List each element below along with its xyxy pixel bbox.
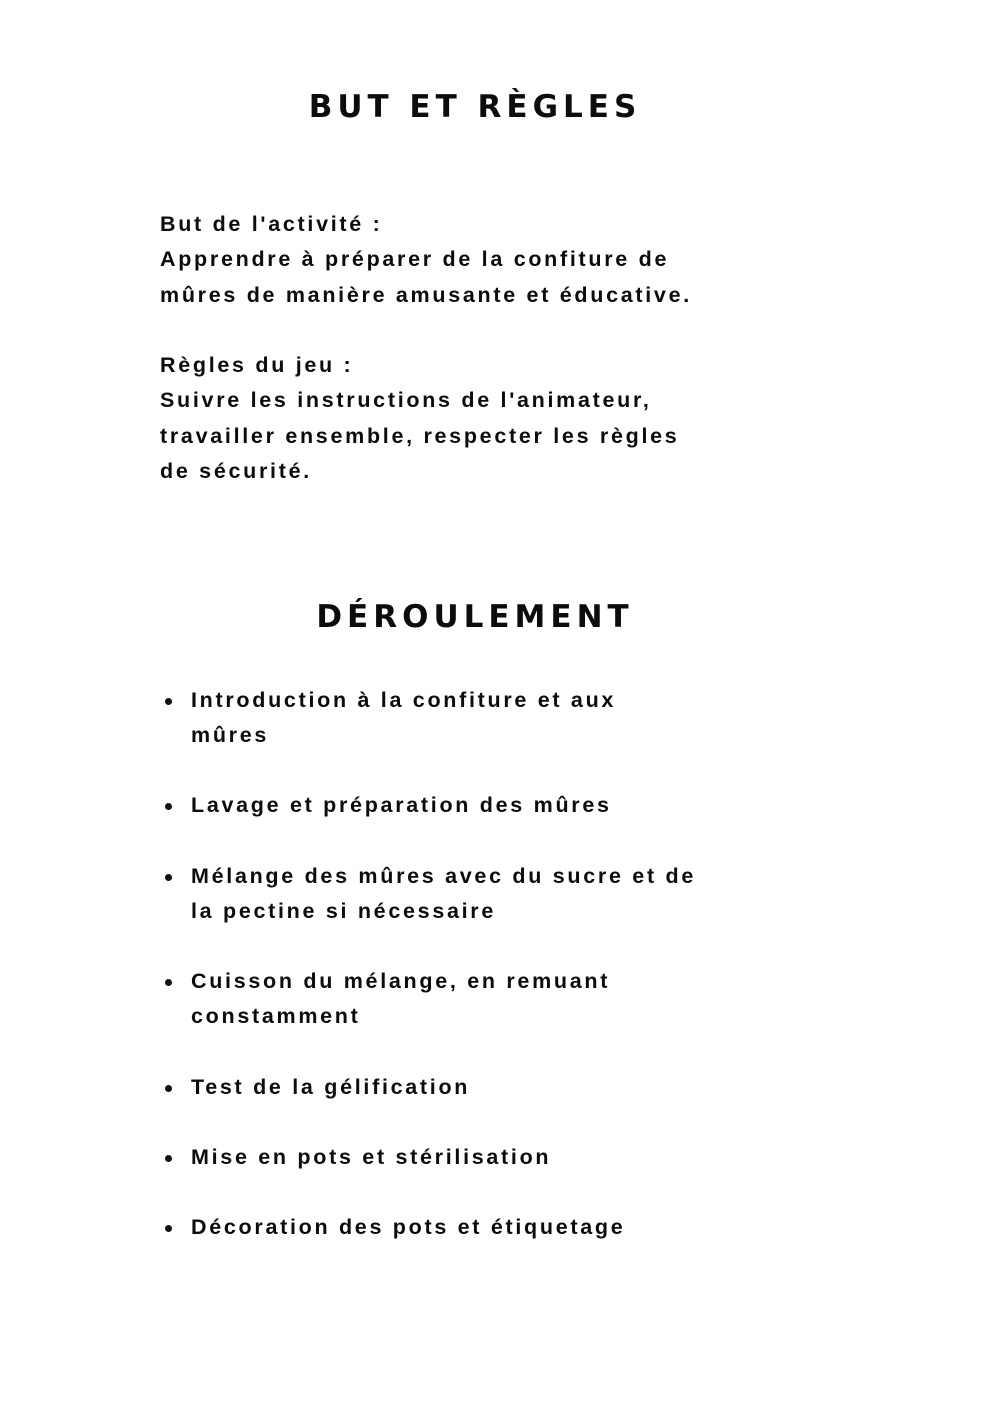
step-text: Cuisson du mélange, en remuant <box>191 969 611 993</box>
bullet-icon <box>165 803 172 810</box>
goal-text-line: Apprendre à préparer de la confiture de <box>160 247 670 272</box>
rules-text-line: Suivre les instructions de l'animateur, <box>160 388 652 413</box>
bullet-icon <box>165 1085 172 1092</box>
list-item <box>191 1210 831 1245</box>
step-text: la pectine si nécessaire <box>191 899 497 924</box>
step-text: Décoration des pots et étiquetage <box>191 1215 626 1239</box>
bullet-icon <box>165 1225 172 1232</box>
goal-label: But de l'activité : <box>160 212 383 236</box>
step-text: Mélange des mûres avec du sucre et de <box>191 864 696 888</box>
list-item <box>191 1070 831 1105</box>
list-item <box>191 1140 831 1175</box>
rules-label: Règles du jeu : <box>160 353 354 377</box>
bullet-icon <box>165 979 172 986</box>
goal-text-line: mûres de manière amusante et éducative. <box>160 282 692 307</box>
step-text: Test de la gélification <box>191 1075 471 1099</box>
list-item <box>191 964 831 1035</box>
bullet-icon <box>165 1155 172 1162</box>
step-text: Introduction à la confiture et aux <box>191 688 617 712</box>
rules-text-line: de sécurité. <box>160 458 312 483</box>
list-item <box>191 683 831 754</box>
rules-text-line: travailler ensemble, respecter les règles <box>160 423 680 448</box>
step-text: Lavage et préparation des mûres <box>191 793 612 817</box>
section-title-deroulement: DÉROULEMENT <box>316 599 634 635</box>
list-item <box>191 788 831 823</box>
list-item <box>191 859 831 930</box>
step-text: mûres <box>191 723 270 748</box>
bullet-icon <box>165 698 172 705</box>
bullet-icon <box>165 874 172 881</box>
rules-block <box>160 348 860 489</box>
step-text: constamment <box>191 1004 361 1029</box>
goal-block <box>160 207 860 313</box>
step-text: Mise en pots et stérilisation <box>191 1145 552 1169</box>
section-title-but-et-regles: BUT ET RÈGLES <box>308 89 642 125</box>
